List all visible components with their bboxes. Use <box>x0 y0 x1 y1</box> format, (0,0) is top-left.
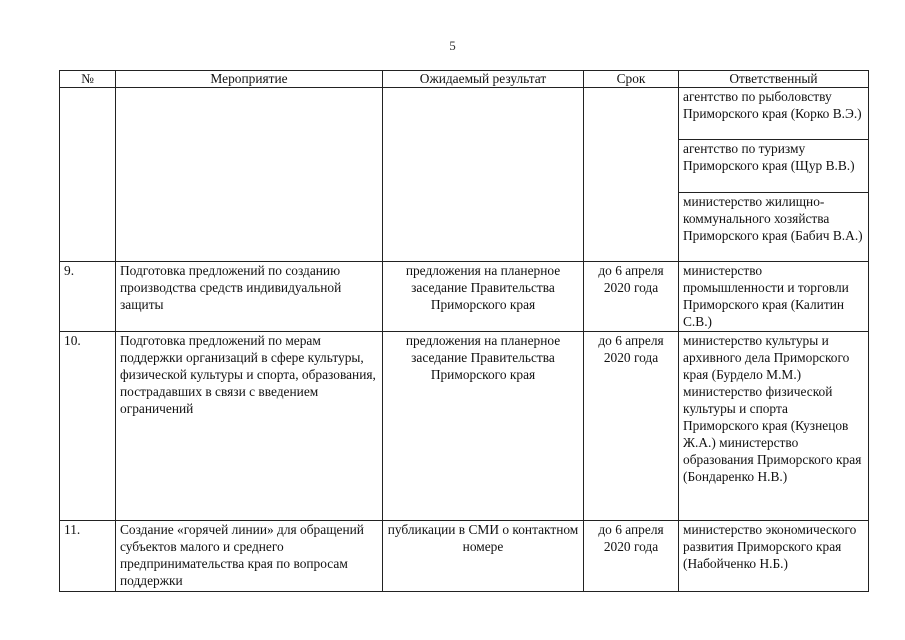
continued-responsible-1: агентство по рыболовству Приморского края (Корко В.Э.) <box>679 88 869 140</box>
continued-num-cell <box>60 88 116 262</box>
table-row <box>60 332 869 521</box>
header-responsible: Ответственный <box>679 71 869 88</box>
continued-result-cell <box>383 88 584 262</box>
row-num: 9. <box>60 262 116 332</box>
header-num: № <box>60 71 116 88</box>
continued-activity-cell <box>116 88 383 262</box>
header-result: Ожидаемый результат <box>383 71 584 88</box>
row-activity: Создание «горячей линии» для обращений субъектов малого и среднего предпринимательства края по вопросам поддержки <box>116 521 383 592</box>
plan-table <box>59 70 869 592</box>
row-num: 10. <box>60 332 116 521</box>
row-term: до 6 апреля 2020 года <box>584 521 679 592</box>
continued-responsible-2: агентство по туризму Приморского края (Щур В.В.) <box>679 140 869 193</box>
header-term: Срок <box>584 71 679 88</box>
row-term: до 6 апреля 2020 года <box>584 262 679 332</box>
row-activity: Подготовка предложений по мерам поддержки организаций в сфере культуры, физической культуры и спорта, образования, пострадавших в связи с введением ограничений <box>116 332 383 521</box>
continued-responsible-3: министерство жилищно-коммунального хозяйства Приморского края (Бабич В.А.) <box>679 193 869 262</box>
row-result: предложения на планерное заседание Правительства Приморского края <box>383 332 584 521</box>
table-row <box>60 521 869 592</box>
row-activity: Подготовка предложений по созданию производства средств индивидуальной защиты <box>116 262 383 332</box>
row-result: публикации в СМИ о контактном номере <box>383 521 584 592</box>
row-term: до 6 апреля 2020 года <box>584 332 679 521</box>
page-number: 5 <box>449 38 456 53</box>
table-row <box>60 262 869 332</box>
table-row-continued <box>60 88 869 140</box>
header-activity: Мероприятие <box>116 71 383 88</box>
row-responsible: министерство культуры и архивного дела Приморского края (Бурдело М.М.) министерство физической культуры и спорта Приморского края (Кузнецов Ж.А.) министерство образования Приморского края (Бондаренко Н.В.) <box>679 332 869 521</box>
table-header-row <box>60 71 869 88</box>
row-result: предложения на планерное заседание Правительства Приморского края <box>383 262 584 332</box>
row-responsible: министерство экономического развития Приморского края (Набойченко Н.Б.) <box>679 521 869 592</box>
row-num: 11. <box>60 521 116 592</box>
row-responsible: министерство промышленности и торговли Приморского края (Калитин С.В.) <box>679 262 869 332</box>
continued-term-cell <box>584 88 679 262</box>
